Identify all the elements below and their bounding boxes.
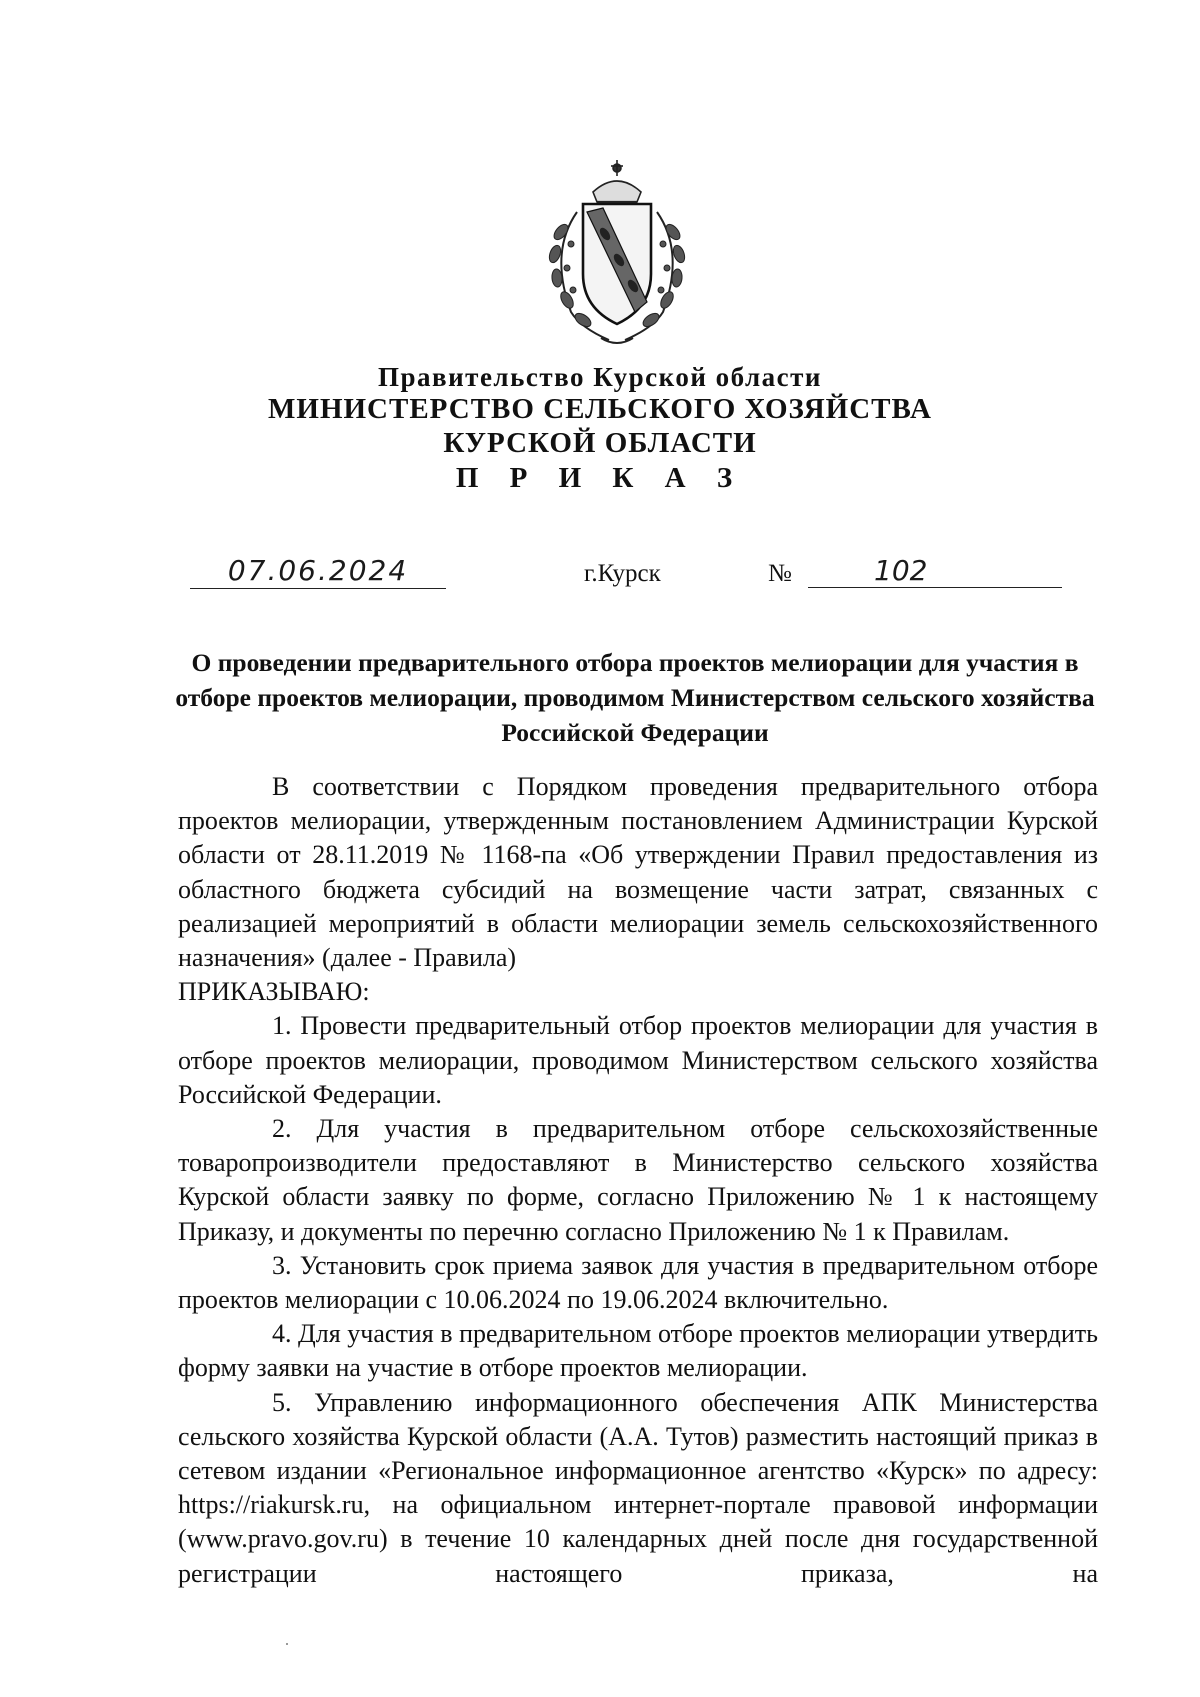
scan-artifact [286, 1643, 288, 1645]
preamble-paragraph: В соответствии с Порядком проведения предварительного отбора проектов мелиорации, утвержденным постановлением Администрации Курской области от 28.11.2019 № 1168-па «Об утверждении Правил предоставления из областного бюджета субсидий на возмещение части затрат, связанных с реализацией мероприятий в области мелиорации земель сельскохозяйственного назначения» (далее - Правила) [178, 772, 1098, 973]
order-item-2: 2. Для участия в предварительном отборе сельскохозяйственные товаропроизводители предоставляют в Министерство сельского хозяйства Курской области заявку по форме, согласно Приложению № 1 к настоящему Приказу, и документы по перечню согласно Приложению № 1 к Правилам. [178, 1114, 1098, 1246]
coat-of-arms-emblem [531, 152, 703, 348]
order-number: 102 [808, 554, 1062, 588]
order-item-4: 4. Для участия в предварительном отборе проектов мелиорации утвердить форму заявки на участие в отборе проектов мелиорации. [178, 1319, 1098, 1383]
government-name: Правительство Курской области [378, 362, 822, 392]
order-word: ПРИКАЗЫВАЮ: [178, 977, 370, 1007]
order-number-label: № [768, 560, 792, 587]
order-item-1: 1. Провести предварительный отбор проектов мелиорации для участия в отборе проектов мелиорации, проводимом Министерством сельского хозяйства Российской Федерации. [178, 1011, 1098, 1109]
order-city: г.Курск [584, 560, 661, 587]
order-date: 07.06.2024 [190, 554, 446, 589]
ministry-name-line2: КУРСКОЙ ОБЛАСТИ [443, 427, 757, 459]
order-body [178, 770, 1098, 1591]
document-type: П Р И К А З [455, 462, 745, 494]
order-title: О проведении предварительного отбора проектов мелиорации для участия в отборе проектов мелиорации, проводимом Министерством сельского хозяйства Российской Федерации [175, 648, 1095, 747]
ministry-name-line1: МИНИСТЕРСТВО СЕЛЬСКОГО ХОЗЯЙСТВА [268, 393, 932, 425]
order-item-3: 3. Установить срок приема заявок для участия в предварительном отборе проектов мелиорации с 10.06.2024 по 19.06.2024 включительно. [178, 1250, 1098, 1315]
order-meta-row [0, 550, 1200, 594]
order-item-5: 5. Управлению информационного обеспечения АПК Министерства сельского хозяйства Курской области (А.А. Тутов) разместить настоящий приказ в сетевом издании «Региональное информационное агентство «Курск» по адресу: https://riakursk.ru, на официальном интернет-портале правовой информации (www.pravo.gov.ru) в течение 10 календарных дней после дня государственной регистрации настоящего приказа, на [178, 1387, 1098, 1588]
